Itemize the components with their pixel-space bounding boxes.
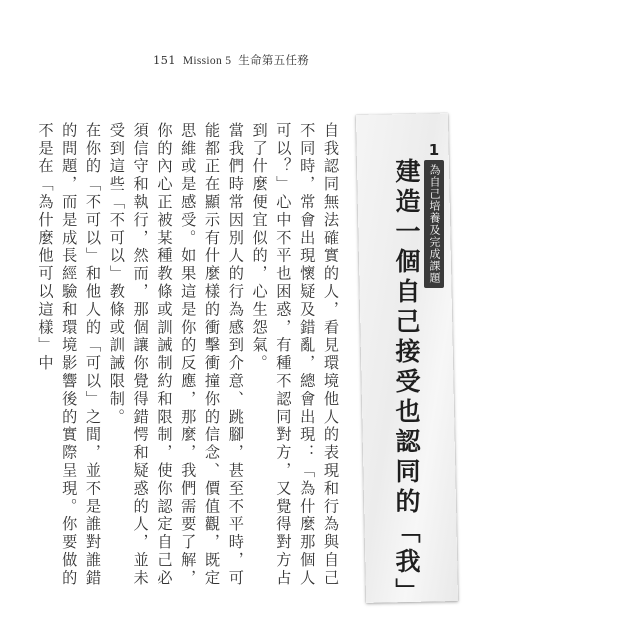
badge-label: 為自己培養及完成課題: [424, 160, 444, 288]
badge-number: 1: [428, 141, 440, 159]
mission-label: Mission 5: [182, 55, 232, 67]
paragraph-2: 當我們時常因別人的行為感到介意、跳腳，甚至不平時，可能都正在顯示有什麼樣的衝擊衝撞你的信念、價值觀，既定思維或是感受。如果這是你的反應，那麼，我們需要了解，你的內心正被某種教條或訓誡制約和限制，使你認定自己必須信守和執行，然而，那個讓你覺得錯愕和疑惑的人，並未受到這些「不可以」教條或訓誡限制。: [107, 122, 245, 588]
running-header: [153, 52, 309, 68]
chapter-title: 生命第五任務: [238, 53, 310, 67]
section-badge: [425, 140, 443, 288]
paragraph-3: 在你的「不可以」和他人的「可以」之間，並不是誰對誰錯的問題，而是成長經驗和環境影響後的實際呈現。你要做的不是在「為什麼他可以這樣」中: [36, 122, 103, 588]
body-text: [33, 122, 342, 602]
section-title: 建造一個自己接受也認同的「我」: [392, 158, 421, 608]
paragraph-1: 自我認同無法確實的人，看見環境他人的表現和行為與自己不同時，常會出現懷疑及錯亂，總會出現：「為什麼那個人可以？」心中不平也困惑，有種不認同對方，又覺得對方占到了什麼便宜似的，心生怨氣。: [250, 122, 340, 588]
page-number: 151: [153, 53, 176, 67]
